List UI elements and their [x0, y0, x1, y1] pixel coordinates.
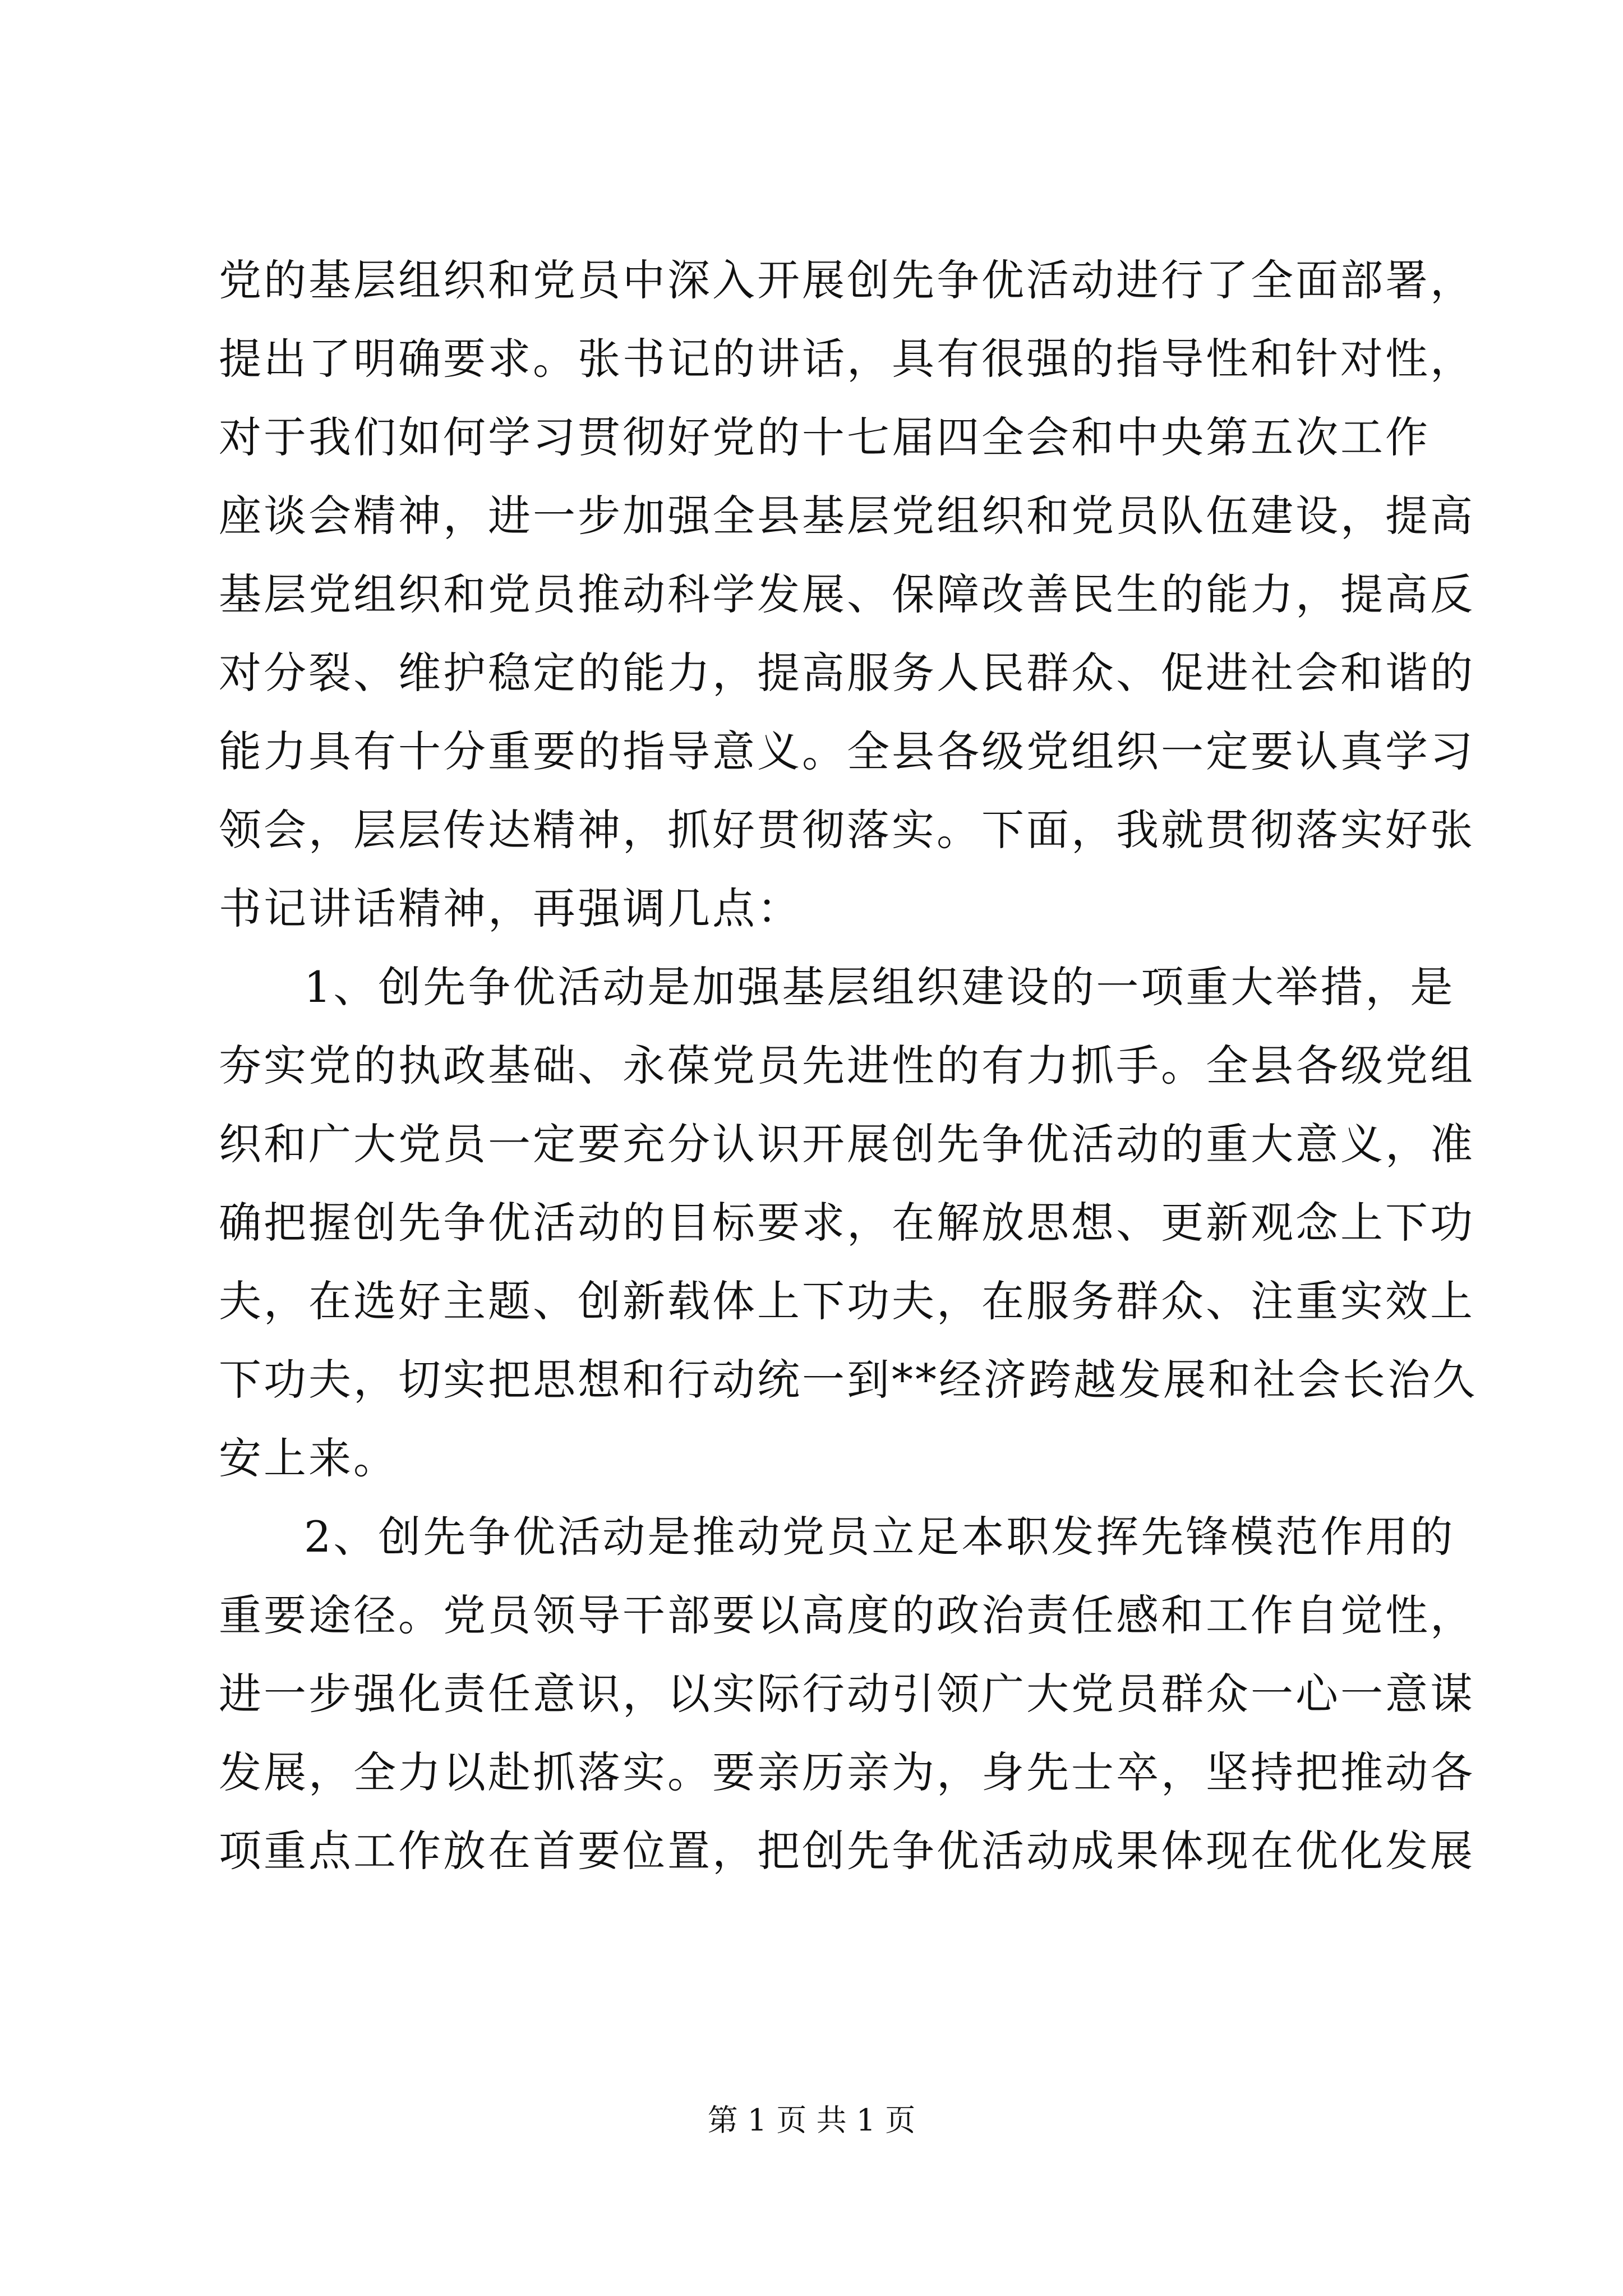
text-line: 基层党组织和党员推动科学发展、保障改善民生的能力，提高反	[219, 569, 1475, 619]
text-line: 座谈会精神，进一步加强全县基层党组织和党员队伍建设，提高	[219, 491, 1475, 541]
text-line: 夯实党的执政基础、永葆党员先进性的有力抓手。全县各级党组	[219, 1041, 1475, 1091]
text-line: 重要途径。党员领导干部要以高度的政治责任感和工作自觉性，	[219, 1590, 1475, 1640]
text-line: 夫，在选好主题、创新载体上下功夫，在服务群众、注重实效上	[219, 1276, 1475, 1326]
text-line: 提出了明确要求。张书记的讲话，具有很强的指导性和针对性，	[219, 334, 1475, 384]
paragraph-3	[219, 1498, 1475, 1890]
paragraph-1	[219, 241, 1475, 948]
text-line: 项重点工作放在首要位置，把创先争优活动成果体现在优化发展	[219, 1826, 1475, 1876]
text-line: 1、创先争优活动是加强基层组织建设的一项重大举措，是	[304, 962, 1455, 1012]
text-line: 下功夫，切实把思想和行动统一到**经济跨越发展和社会长治久	[219, 1355, 1477, 1405]
text-line: 党的基层组织和党员中深入开展创先争优活动进行了全面部署，	[219, 255, 1475, 305]
text-line: 2、创先争优活动是推动党员立足本职发挥先锋模范作用的	[304, 1512, 1455, 1562]
text-line: 书记讲话精神，再强调几点：	[219, 884, 802, 933]
text-line: 发展，全力以赴抓落实。要亲历亲为，身先士卒，坚持把推动各	[219, 1747, 1475, 1797]
text-line: 对分裂、维护稳定的能力，提高服务人民群众、促进社会和谐的	[219, 648, 1475, 698]
text-line: 能力具有十分重要的指导意义。全县各级党组织一定要认真学习	[219, 726, 1475, 776]
text-line: 织和广大党员一定要充分认识开展创先争优活动的重大意义，准	[219, 1119, 1475, 1169]
text-line: 对于我们如何学习贯彻好党的十七届四全会和中央第五次工作	[219, 412, 1430, 462]
page-number-footer: 第 1 页 共 1 页	[707, 2102, 916, 2138]
text-line: 进一步强化责任意识，以实际行动引领广大党员群众一心一意谋	[219, 1669, 1475, 1719]
paragraph-2	[219, 948, 1477, 1498]
text-line: 领会，层层传达精神，抓好贯彻落实。下面，我就贯彻落实好张	[219, 805, 1475, 855]
document-body	[219, 241, 1477, 1890]
text-line: 确把握创先争优活动的目标要求，在解放思想、更新观念上下功	[219, 1198, 1475, 1248]
text-line: 安上来。	[219, 1433, 398, 1483]
